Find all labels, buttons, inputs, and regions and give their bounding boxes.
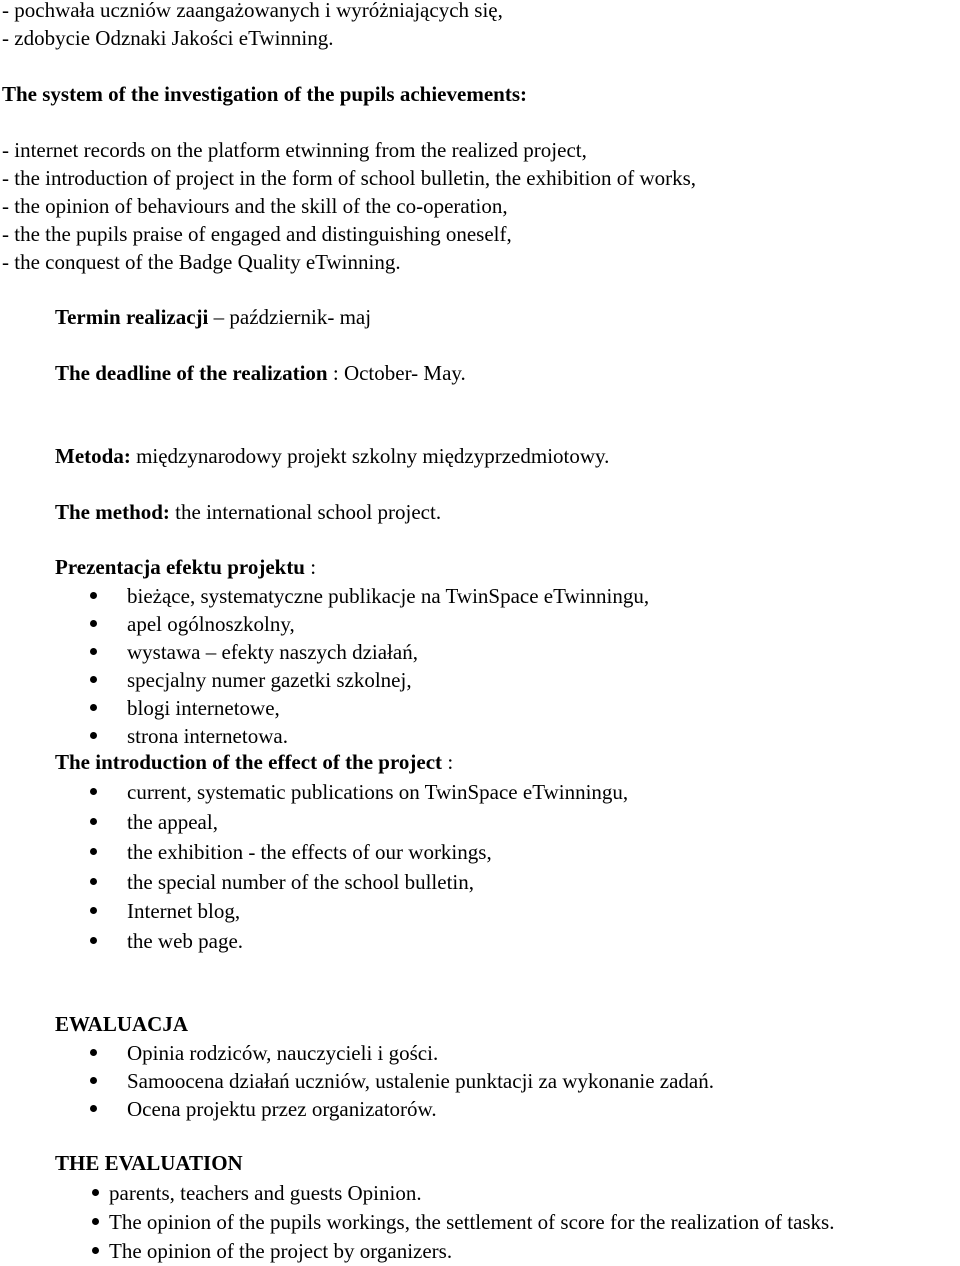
bullet-icon	[90, 937, 97, 944]
termin-line	[55, 303, 371, 331]
introduction-effect-item-4: the special number of the school bulletin,	[127, 870, 474, 894]
introduction-effect-heading	[55, 748, 453, 776]
method-label: The method:	[55, 500, 170, 524]
evaluation-item-3: The opinion of the project by organizers.	[109, 1239, 453, 1263]
deadline-value: : October- May.	[327, 361, 466, 385]
bullet-icon	[90, 1077, 97, 1084]
investigation-heading: The system of the investigation of the pupils achievements:	[2, 82, 527, 106]
deadline-line	[55, 359, 466, 387]
prezentacja-item-3: wystawa – efekty naszych działań,	[127, 640, 418, 664]
introduction-effect-label: The introduction of the effect of the project	[55, 750, 443, 774]
method-line	[55, 498, 441, 526]
bullet-icon	[92, 1247, 99, 1254]
ewaluacja-item-3: Ocena projektu przez organizatorów.	[127, 1097, 437, 1121]
introduction-effect-item-2: the appeal,	[127, 810, 218, 834]
bullet-icon	[90, 592, 97, 599]
ewaluacja-item-2: Samoocena działań uczniów, ustalenie punktacji za wykonanie zadań.	[127, 1069, 714, 1093]
bullet-icon	[90, 732, 97, 739]
introduction-effect-item-6: the web page.	[127, 929, 244, 953]
bullet-icon	[90, 1105, 97, 1112]
bullet-icon	[90, 648, 97, 655]
prezentacja-item-2: apel ogólnoszkolny,	[127, 612, 295, 636]
bullet-icon	[90, 818, 97, 825]
prezentacja-suffix: :	[305, 555, 317, 579]
investigation-line-1: - internet records on the platform etwinning from the realized project,	[2, 138, 587, 162]
bullet-icon	[90, 788, 97, 795]
bullet-icon	[90, 1049, 97, 1056]
introduction-effect-item-1: current, systematic publications on TwinSpace eTwinningu,	[127, 780, 629, 804]
evaluation-item-2: The opinion of the pupils workings, the settlement of score for the realization of tasks.	[109, 1210, 835, 1234]
introduction-effect-item-3: the exhibition - the effects of our workings,	[127, 840, 492, 864]
investigation-line-4: - the the pupils praise of engaged and distinguishing oneself,	[2, 222, 512, 246]
metoda-line	[55, 442, 609, 470]
investigation-line-5: - the conquest of the Badge Quality eTwinning.	[2, 250, 401, 274]
bullet-icon	[92, 1218, 99, 1225]
metoda-label: Metoda:	[55, 444, 131, 468]
bullet-icon	[90, 907, 97, 914]
intro-polish-line-1: - pochwała uczniów zaangażowanych i wyróżniających się,	[2, 0, 503, 22]
bullet-icon	[90, 704, 97, 711]
prezentacja-item-1: bieżące, systematyczne publikacje na TwinSpace eTwinningu,	[127, 584, 650, 608]
bullet-icon	[90, 620, 97, 627]
bullet-icon	[90, 676, 97, 683]
introduction-effect-item-5: Internet blog,	[127, 899, 241, 923]
investigation-line-2: - the introduction of project in the form of school bulletin, the exhibition of works,	[2, 166, 697, 190]
method-value: the international school project.	[169, 500, 442, 524]
termin-value: – październik- maj	[208, 305, 372, 329]
ewaluacja-item-1: Opinia rodziców, nauczycieli i gości.	[127, 1041, 439, 1065]
deadline-label: The deadline of the realization	[55, 361, 328, 385]
bullet-icon	[90, 848, 97, 855]
investigation-line-3: - the opinion of behaviours and the skill of the co-operation,	[2, 194, 508, 218]
bullet-icon	[90, 878, 97, 885]
evaluation-heading: THE EVALUATION	[55, 1151, 243, 1175]
ewaluacja-heading: EWALUACJA	[55, 1012, 189, 1036]
intro-polish-line-2: - zdobycie Odznaki Jakości eTwinning.	[2, 26, 334, 50]
bullet-icon	[92, 1189, 99, 1196]
termin-label: Termin realizacji	[55, 305, 209, 329]
prezentacja-item-6: strona internetowa.	[127, 724, 288, 748]
prezentacja-label: Prezentacja efektu projektu	[55, 555, 305, 579]
evaluation-item-1: parents, teachers and guests Opinion.	[109, 1181, 422, 1205]
prezentacja-heading	[55, 553, 316, 581]
introduction-effect-suffix: :	[442, 750, 454, 774]
prezentacja-item-4: specjalny numer gazetki szkolnej,	[127, 668, 412, 692]
prezentacja-item-5: blogi internetowe,	[127, 696, 280, 720]
metoda-value: międzynarodowy projekt szkolny międzyprzedmiotowy.	[130, 444, 610, 468]
